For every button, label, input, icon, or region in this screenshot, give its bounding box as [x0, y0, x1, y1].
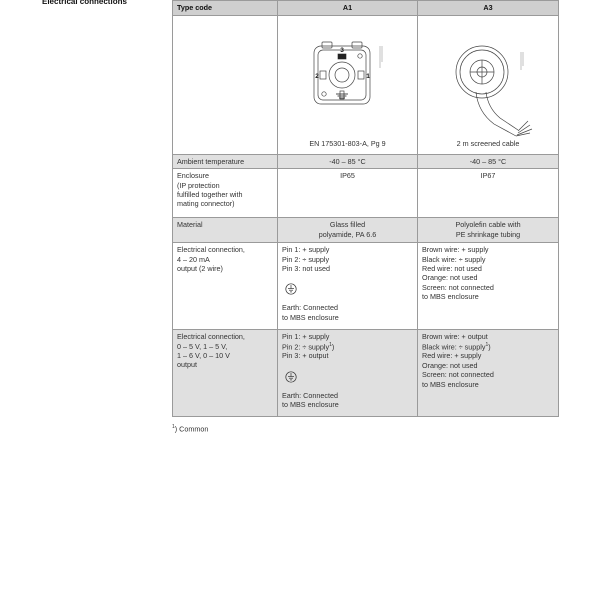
- ambient-row: [173, 155, 559, 169]
- conn-420-a3: Brown wire: + supply Black wire: ÷ supply Red wire: not used Orange: not used Screen: not connected to MBS enclosure: [418, 243, 559, 330]
- pin-1-label: 1: [366, 73, 370, 80]
- material-a3: Polyolefin cable with PE shrinkage tubing: [418, 218, 559, 243]
- spec-table: [172, 0, 559, 417]
- header-a3: A3: [418, 1, 559, 16]
- conn-420-label: Electrical connection, 4 – 20 mA output (2 wire): [173, 243, 278, 330]
- conn-420-row: [173, 243, 559, 330]
- enclosure-a3: IP67: [418, 169, 559, 218]
- conn-420-a1: Pin 1: + supply Pin 2: ÷ supply Pin 3: not used Earth: Connected to MBS enclosure: [278, 243, 418, 330]
- section-title: Electrical connections: [42, 0, 127, 6]
- material-a1: Glass filled polyamide, PA 6.6: [278, 218, 418, 243]
- material-label: Material: [173, 218, 278, 243]
- a3-drawing-cell: [418, 16, 559, 155]
- din-connector-drawing: [278, 16, 418, 150]
- material-row: [173, 218, 559, 243]
- earth-symbol-icon: [285, 371, 297, 383]
- conn-volt-label: Electrical connection, 0 – 5 V, 1 – 5 V, 1 – 6 V, 0 – 10 V output: [173, 330, 278, 417]
- enclosure-row: [173, 169, 559, 218]
- a1-caption: EN 175301-803-A, Pg 9: [309, 138, 386, 148]
- earth-symbol-icon: [285, 283, 297, 295]
- drawing-label-cell: [173, 16, 278, 155]
- ambient-label: Ambient temperature: [173, 155, 278, 169]
- conn-volt-row: [173, 330, 559, 417]
- enclosure-a1: IP65: [278, 169, 418, 218]
- pin-2-label: 2: [315, 73, 319, 80]
- header-row: [173, 1, 559, 16]
- header-type-code: Type code: [173, 1, 278, 16]
- a3-caption: 2 m screened cable: [456, 138, 520, 148]
- a1-drawing-cell: [278, 16, 418, 155]
- drawing-row: [173, 16, 559, 155]
- conn-volt-a1: Pin 1: + supply Pin 2: ÷ supply$^1$) Pin 3: + output Earth: Connected to MBS enclosure: [278, 330, 418, 417]
- header-a1: A1: [278, 1, 418, 16]
- cable-connector-drawing: [418, 16, 559, 150]
- footnote: $^1$) Common: [172, 424, 209, 434]
- ambient-a3: -40 – 85 °C: [418, 155, 559, 169]
- pin-3-label: 3: [340, 47, 344, 54]
- conn-volt-a3: Brown wire: + output Black wire: ÷ supply$^1$) Red wire: + supply Orange: not used Screen: not connected to MBS enclosure: [418, 330, 559, 417]
- enclosure-label: Enclosure (IP protection fulfilled together with mating connector): [173, 169, 278, 218]
- ambient-a1: -40 – 85 °C: [278, 155, 418, 169]
